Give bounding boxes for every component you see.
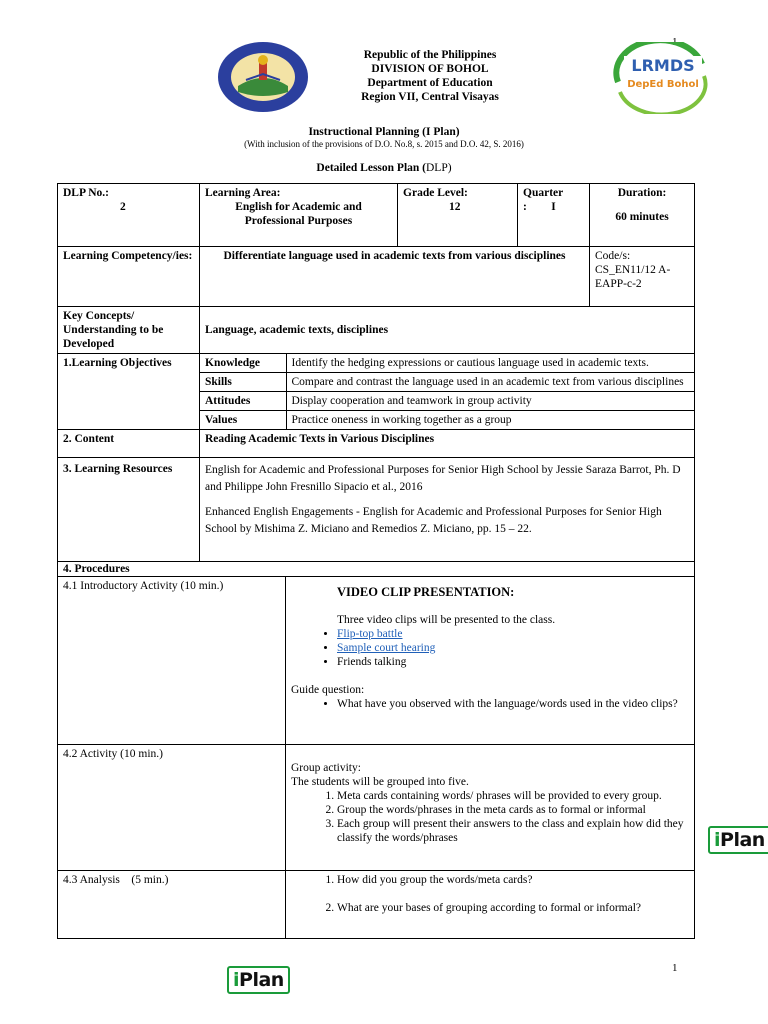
code-cell: Code/s: CS_EN11/12 A-EAPP-c-2: [590, 247, 695, 307]
iplan-logo-bottom: iPlan: [227, 966, 290, 994]
objective-row: [200, 354, 694, 373]
objective-knowledge-label: Knowledge: [200, 354, 286, 373]
objective-knowledge-text: Identify the hedging expressions or cautious language used in academic texts.: [286, 354, 694, 373]
dlp-no-cell: DLP No.: 2: [58, 184, 200, 247]
content-label: 2. Content: [58, 430, 200, 458]
resource-2: Enhanced English Engagements - English for Academic and Professional Purposes for Senior High School by Mishima Z. Miciano and Remedios Z. Miciano, pp. 15 – 22.: [205, 506, 662, 535]
header-line-region: Region VII, Central Visayas: [361, 91, 499, 103]
objective-skills-text: Compare and contrast the language used in an academic text from various disciplines: [286, 373, 694, 392]
resources-cell: [200, 458, 695, 562]
duration-cell: Duration: 60 minutes: [590, 184, 695, 247]
iplan-logo-side: iPlan: [708, 826, 768, 854]
deped-seal-logo: [216, 40, 310, 114]
objective-skills-label: Skills: [200, 373, 286, 392]
list-item: • What have you observed with the language/words used in the video clips?: [337, 697, 689, 711]
page-number-bottom: 1: [672, 962, 678, 974]
list-item: [337, 655, 689, 669]
key-concepts-label: Key Concepts/ Understanding to be Developed: [58, 307, 200, 354]
objective-row: [200, 411, 694, 430]
lrmds-subtitle: DepEd Bohol: [627, 79, 699, 90]
objectives-table: [200, 354, 694, 429]
table-row-analysis: [58, 871, 695, 939]
objective-row: [200, 392, 694, 411]
objectives-label: 1.Learning Objectives: [58, 354, 200, 430]
dlp-table: [57, 183, 695, 939]
list-item: 1. Meta cards containing words/ phrases will be provided to every group.: [337, 789, 689, 803]
procedures-label: 4. Procedures: [58, 562, 695, 577]
activity-label: 4.2 Activity (10 min.): [58, 745, 286, 871]
table-row-header: [58, 184, 695, 247]
objective-values-label: Values: [200, 411, 286, 430]
analysis-cell: [286, 871, 695, 939]
table-row-resources: [58, 458, 695, 562]
group-activity-lead: The students will be grouped into five.: [291, 776, 469, 788]
group-activity-label: Group activity:: [291, 762, 361, 774]
list-item[interactable]: [337, 627, 689, 641]
objective-attitudes-text: Display cooperation and teamwork in group activity: [286, 392, 694, 411]
clip-friends: Friends talking: [337, 656, 407, 668]
intro-activity-cell: [286, 577, 695, 745]
objective-attitudes-label: Attitudes: [200, 392, 286, 411]
analysis-questions: [291, 873, 689, 915]
list-item: 1. How did you group the words/meta cards?: [337, 873, 689, 887]
header-block: [300, 48, 560, 104]
list-item: 2. Group the words/phrases in the meta cards as to formal or informal: [337, 803, 689, 817]
activity-steps: [291, 789, 689, 845]
plan-title: Instructional Planning (I Plan): [308, 126, 460, 138]
table-row-procedures: [58, 562, 695, 577]
dlp-title: Detailed Lesson Plan (DLP): [316, 162, 452, 174]
table-row-intro-activity: [58, 577, 695, 745]
list-item: 2. What are your bases of grouping according to formal or informal?: [337, 901, 689, 915]
table-row-activity: [58, 745, 695, 871]
video-clip-heading: VIDEO CLIP PRESENTATION:: [337, 585, 515, 599]
header-line-department: Department of Education: [367, 77, 493, 89]
table-row-competency: [58, 247, 695, 307]
plan-subtitle: (With inclusion of the provisions of D.O. No.8, s. 2015 and D.O. 42, S. 2016): [244, 139, 524, 149]
header-line-division: DIVISION OF BOHOL: [371, 63, 489, 75]
grade-level-cell: Grade Level: 12: [398, 184, 518, 247]
objective-row: [200, 373, 694, 392]
guide-question-label: Guide question:: [291, 684, 365, 696]
competency-text: Differentiate language used in academic texts from various disciplines: [200, 247, 590, 307]
page-number-top: 1: [672, 36, 678, 48]
table-row-objectives: [58, 354, 695, 430]
objective-values-text: Practice oneness in working together as a group: [286, 411, 694, 430]
key-concepts-text: Language, academic texts, disciplines: [200, 307, 695, 354]
video-clip-list: [291, 627, 689, 669]
header-line-republic: Republic of the Philippines: [363, 49, 497, 61]
clip-link-court[interactable]: Sample court hearing: [337, 642, 436, 654]
lrmds-title: LRMDS: [631, 56, 695, 75]
list-item[interactable]: [337, 641, 689, 655]
lrmds-logo: [606, 42, 716, 114]
clip-link-fliptop[interactable]: Flip-top battle: [337, 628, 403, 640]
resource-1: English for Academic and Professional Purposes for Senior High School by Jessie Saraza Barrot, Ph. D and Philippe John Fresnillo Sipacio et al., 2016: [205, 464, 681, 493]
competency-label: Learning Competency/ies:: [58, 247, 200, 307]
objectives-cell: [200, 354, 695, 430]
table-row-key-concepts: [58, 307, 695, 354]
quarter-cell: Quarter : I: [518, 184, 590, 247]
resources-label: 3. Learning Resources: [58, 458, 200, 562]
analysis-label: 4.3 Analysis (5 min.): [58, 871, 286, 939]
activity-cell: [286, 745, 695, 871]
video-clip-lead: Three video clips will be presented to the class.: [337, 614, 556, 626]
list-item: 3. Each group will present their answers to the class and explain how did they classify the words/phrases: [337, 817, 689, 845]
content-text: Reading Academic Texts in Various Disciplines: [200, 430, 695, 458]
table-row-content: [58, 430, 695, 458]
intro-activity-label: 4.1 Introductory Activity (10 min.): [58, 577, 286, 745]
learning-area-cell: Learning Area: English for Academic and Professional Purposes: [200, 184, 398, 247]
guide-question-list: [291, 697, 689, 711]
